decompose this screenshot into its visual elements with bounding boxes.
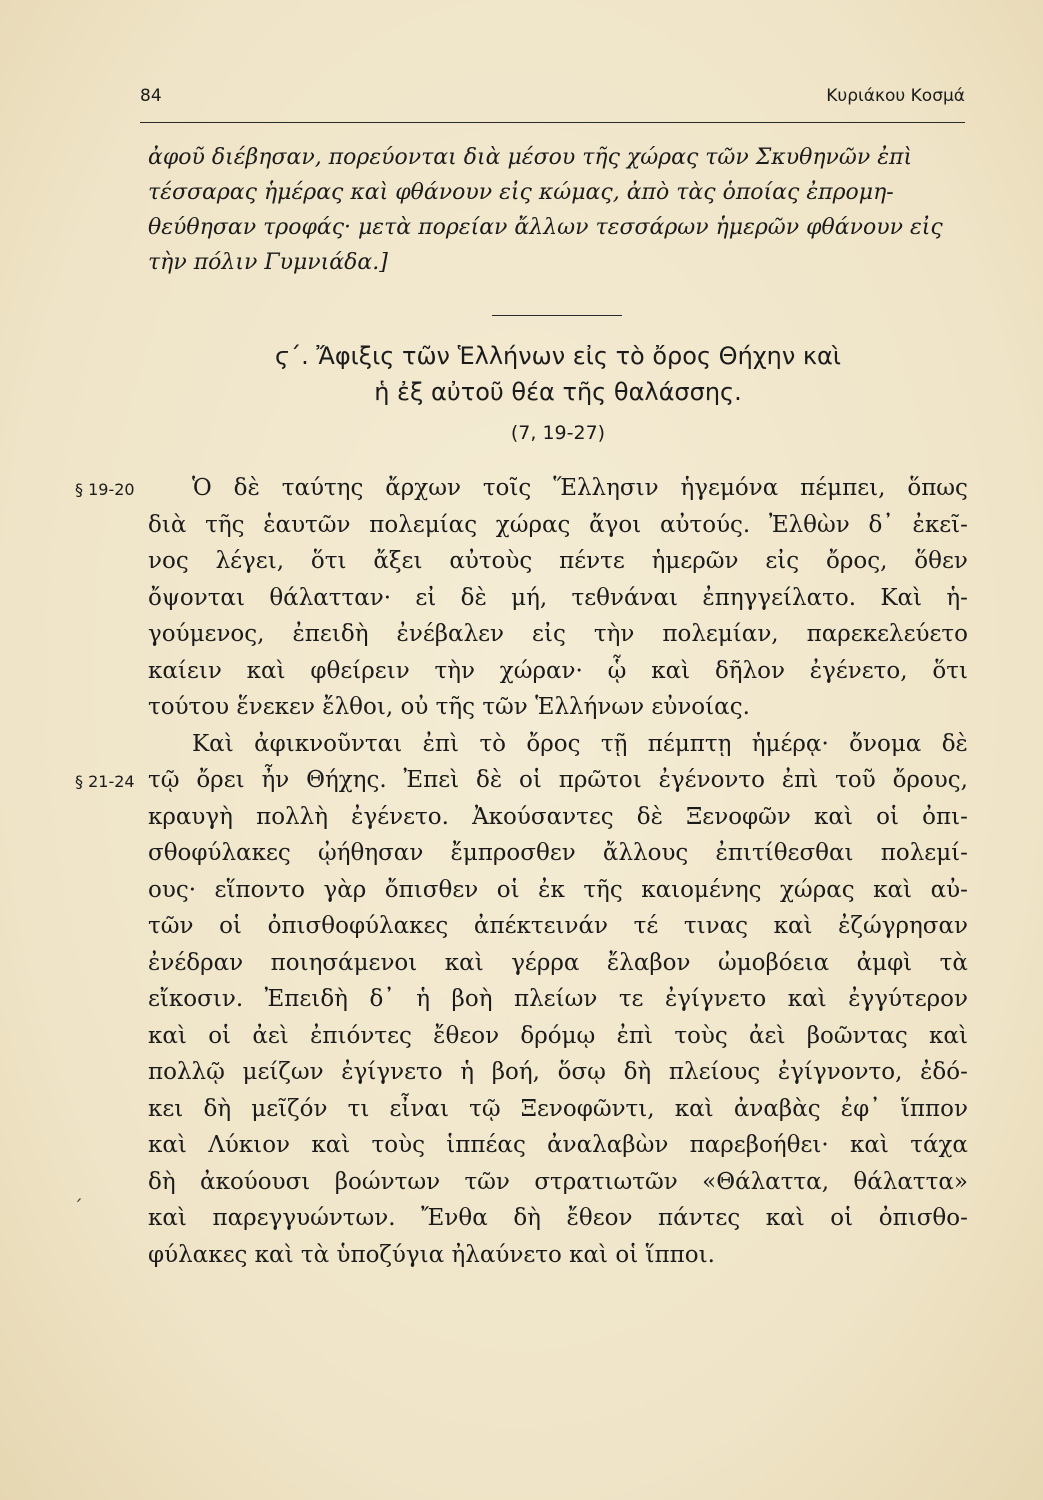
text-line: καὶ οἱ ἀεὶ ἐπιόντες ἔθεον δρόμῳ ἐπὶ τοὺς ἀεὶ βοῶντας καὶ bbox=[148, 1022, 968, 1049]
text-line: ους· εἵποντο γὰρ ὄπισθεν οἱ ἐκ τῆς καιομένης χώρας καὶ αὐ- bbox=[148, 876, 968, 903]
text-line: δὴ ἀκούουσι βοώντων τῶν στρατιωτῶν «Θάλαττα, θάλαττα» bbox=[148, 1168, 968, 1195]
text-line: καίειν καὶ φθείρειν τὴν χώραν· ᾧ καὶ δῆλον ἐγένετο, ὅτι bbox=[148, 657, 968, 684]
text-line: νος λέγει, ὅτι ἄξει αὐτοὺς πέντε ἡμερῶν εἰς ὄρος, ὅθεν bbox=[148, 548, 968, 574]
stray-mark: ´ bbox=[73, 1195, 83, 1219]
text-line: πολλῷ μείζων ἐγίγνετο ἡ βοή, ὅσῳ δὴ πλείους ἐγίγνοντο, ἐδό- bbox=[148, 1059, 968, 1085]
section-title-line: ἡ ἐξ αὐτοῦ θέα τῆς θαλάσσης. bbox=[374, 378, 742, 406]
text-line: φύλακες καὶ τὰ ὑποζύγια ἠλαύνετο καὶ οἱ ἵπποι. bbox=[148, 1241, 715, 1268]
text-line: κραυγὴ πολλὴ ἐγένετο. Ἀκούσαντες δὲ Ξενοφῶν καὶ οἱ ὀπι- bbox=[148, 803, 968, 830]
section-title-line: ϛ΄. Ἄφιξις τῶν Ἑλλήνων εἰς τὸ ὄρος Θήχην καὶ bbox=[275, 342, 841, 370]
text-line: ἐνέδραν ποιησάμενοι καὶ γέρρα ἔλαβον ὠμοβόεια ἀμφὶ τὰ bbox=[148, 949, 968, 976]
italic-line: τέσσαρας ἡμέρας καὶ φθάνουν εἰς κώμας, ἀπὸ τὰς ὁποίας ἐπρομη- bbox=[148, 180, 894, 205]
text-line: Ὁ δὲ ταύτης ἄρχων τοῖς Ἕλλησιν ἡγεμόνα πέμπει, ὅπως bbox=[192, 475, 968, 501]
running-head: Κυριάκου Κοσμά bbox=[826, 86, 965, 106]
text-line: Καὶ ἀφικνοῦνται ἐπὶ τὸ ὄρος τῇ πέμπτῃ ἡμέρᾳ· ὄνομα δὲ bbox=[192, 730, 968, 757]
section-reference: (7, 19-27) bbox=[510, 422, 606, 444]
page-number: 84 bbox=[140, 86, 162, 106]
text-line: γούμενος, ἐπειδὴ ἐνέβαλεν εἰς τὴν πολεμίαν, παρεκελεύετο bbox=[148, 621, 968, 647]
body-text bbox=[148, 470, 968, 1273]
italic-summary bbox=[148, 140, 963, 280]
text-line: διὰ τῆς ἑαυτῶν πολεμίας χώρας ἄγοι αὐτούς. Ἐλθὼν δ᾽ ἐκεῖ- bbox=[148, 511, 968, 538]
marginal-ref-21-24: § 21-24 bbox=[75, 772, 135, 791]
header-divider bbox=[140, 122, 965, 123]
text-line: ὄψονται θάλατταν· εἰ δὲ μή, τεθνάναι ἐπηγγείλατο. Καὶ ἡ- bbox=[148, 584, 968, 611]
section-divider bbox=[492, 315, 622, 316]
italic-line: ἀφοῦ διέβησαν, πορεύονται διὰ μέσου τῆς χώρας τῶν Σκυθηνῶν ἐπὶ bbox=[148, 145, 913, 170]
page-header bbox=[140, 86, 965, 116]
text-line: τούτου ἕνεκεν ἔλθοι, οὐ τῆς τῶν Ἑλλήνων εὐνοίας. bbox=[148, 694, 750, 720]
italic-line: θεύθησαν τροφάς· μετὰ πορείαν ἄλλων τεσσάρων ἡμερῶν φθάνουν εἰς bbox=[148, 215, 943, 240]
italic-line: τὴν πόλιν Γυμνιάδα.] bbox=[148, 250, 388, 275]
text-line: τῷ ὄρει ἦν Θήχης. Ἐπεὶ δὲ οἱ πρῶτοι ἐγένοντο ἐπὶ τοῦ ὄρους, bbox=[148, 767, 968, 793]
text-line: καὶ παρεγγυώντων. Ἔνθα δὴ ἔθεον πάντες καὶ οἱ ὀπισθο- bbox=[148, 1205, 968, 1231]
text-line: καὶ Λύκιον καὶ τοὺς ἱππέας ἀναλαβὼν παρεβοήθει· καὶ τάχα bbox=[148, 1132, 968, 1158]
text-line: σθοφύλακες ᾠήθησαν ἔμπροσθεν ἄλλους ἐπιτίθεσθαι πολεμί- bbox=[148, 840, 968, 866]
text-line: κει δὴ μεῖζόν τι εἶναι τῷ Ξενοφῶντι, καὶ ἀναβὰς ἐφ᾽ ἵππον bbox=[148, 1095, 968, 1122]
section-title bbox=[150, 338, 966, 410]
marginal-ref-19-20: § 19-20 bbox=[75, 480, 135, 499]
text-line: τῶν οἱ ὀπισθοφύλακες ἀπέκτεινάν τέ τινας καὶ ἐζώγρησαν bbox=[148, 913, 968, 939]
text-line: εἴκοσιν. Ἐπειδὴ δ᾽ ἡ βοὴ πλείων τε ἐγίγνετο καὶ ἐγγύτερον bbox=[148, 986, 968, 1012]
